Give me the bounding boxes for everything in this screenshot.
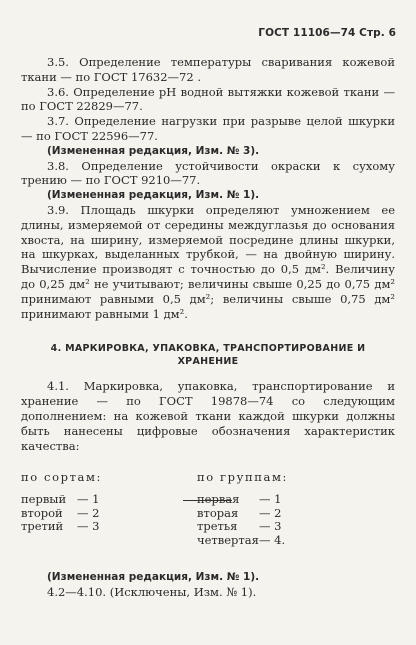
amendment-note-1b: (Измененная редакция, Изм. № 1). <box>47 571 260 584</box>
paragraph-4-1: 4.1. Маркировка, упаковка, транспортирование и хранение — по ГОСТ 19878—74 со следующим дополнением: на кожевой ткани каждой шкурки должны быть нанесены цифровые обозначения характеристик качества: <box>21 379 395 453</box>
groups-list <box>197 470 288 547</box>
list-item <box>197 520 288 534</box>
group-code: — 3 <box>259 519 282 534</box>
sort-code: — 1 <box>77 492 100 507</box>
list-item <box>21 520 102 534</box>
paragraph-3-9: 3.9. Площадь шкурки определяют умножением ее длины, измеряемой от середины междуглазья до основания хвоста, на ширину, измеряемой посредине длины шкурки, на шкурках, выделанных трубкой, — на двойную ширину. Вычисление производят с точностью до 0,5 дм². Величину до 0,25 дм² не учитывают; величины свыше 0,25 до 0,75 дм² принимают равными 0,5 дм²; величины свыше 0,75 дм² принимают равными 1 дм². <box>21 202 395 321</box>
end-rule <box>183 500 232 501</box>
list-item <box>197 507 288 521</box>
groups-caption: по группам: <box>197 470 289 485</box>
amendment-note-3: (Измененная редакция, Изм. № 3). <box>47 144 260 157</box>
amendment-note-1a: (Измененная редакция, Изм. № 1). <box>47 189 260 202</box>
group-code: — 4. <box>259 532 286 547</box>
group-name: третья <box>197 519 238 534</box>
paragraph-3-7: 3.7. Определение нагрузки при разрыве целой шкурки — по ГОСТ 22596—77. <box>21 114 395 143</box>
sort-name: первый <box>21 492 67 507</box>
paragraph-3-6: 3.6. Определение рН водной вытяжки кожевой ткани — по ГОСТ 22829—77. <box>21 84 395 114</box>
sort-name: второй <box>21 505 63 520</box>
quality-codes <box>21 470 395 570</box>
list-item <box>197 534 288 548</box>
group-name: вторая <box>197 505 239 520</box>
paragraph-4-2-4-10: 4.2—4.10. (Исключены, Изм. № 1). <box>47 585 257 600</box>
group-code: — 2 <box>259 505 282 520</box>
list-item <box>21 493 102 507</box>
group-code: — 1 <box>259 492 282 507</box>
sorts-list <box>21 470 102 534</box>
group-name: четвертая <box>197 532 259 547</box>
section-4-title: 4. МАРКИРОВКА, УПАКОВКА, ТРАНСПОРТИРОВАНИЕ И ХРАНЕНИЕ <box>50 343 366 368</box>
list-item <box>21 507 102 521</box>
sort-code: — 3 <box>77 519 100 534</box>
document-body <box>21 55 395 600</box>
sort-name: третий <box>21 519 64 534</box>
sorts-caption: по сортам: <box>21 470 103 485</box>
group-name: первая <box>197 492 240 507</box>
page-header: ГОСТ 11106—74 Стр. 6 <box>258 27 396 39</box>
paragraph-3-5: 3.5. Определение температуры сваривания кожевой ткани — по ГОСТ 17632—72 . <box>21 55 395 84</box>
paragraph-3-8: 3.8. Определение устойчивости окраски к сухому трению — по ГОСТ 9210—77. <box>21 158 395 188</box>
sort-code: — 2 <box>77 505 100 520</box>
